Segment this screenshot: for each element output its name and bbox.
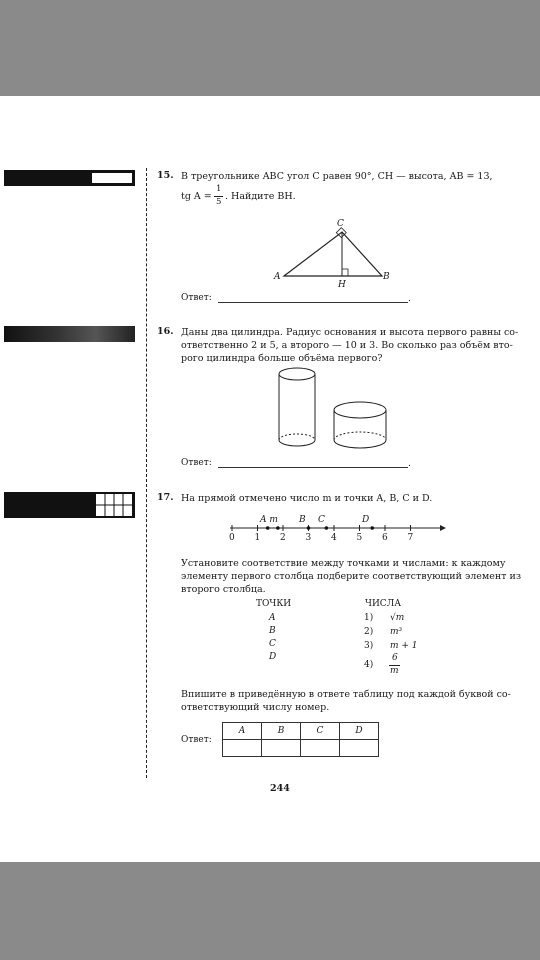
q17-intro: На прямой отмечено число m и точки A, B, C и D. bbox=[181, 493, 433, 504]
answer-cell-C[interactable] bbox=[301, 740, 340, 757]
q15-answer-field[interactable] bbox=[218, 302, 408, 303]
number-item-3-index: 3) bbox=[364, 641, 374, 651]
q17-answer-label: Ответ: bbox=[181, 735, 212, 745]
number-item-4-frac-num: 6 bbox=[392, 653, 398, 663]
point-item-C: C bbox=[269, 639, 276, 649]
point-item-A: A bbox=[269, 613, 276, 623]
answer-cell-D[interactable] bbox=[340, 740, 379, 757]
col-points-header: ТОЧКИ bbox=[256, 599, 292, 609]
vertex-A-label: A bbox=[274, 272, 281, 282]
answer-cell-A[interactable] bbox=[223, 740, 262, 757]
q17-number: 17. bbox=[157, 492, 174, 503]
q17-instr-line3: второго столбца. bbox=[181, 584, 266, 595]
point-D-label: D bbox=[362, 515, 370, 525]
number-item-1-index: 1) bbox=[364, 613, 374, 623]
table-header-D: D bbox=[340, 723, 379, 740]
q16-line3: рого цилиндра больше объёма первого? bbox=[181, 353, 383, 364]
tick-label-0: 0 bbox=[229, 533, 235, 543]
answer-block-17 bbox=[4, 492, 135, 518]
q15-number: 15. bbox=[157, 170, 174, 181]
q15-frac-den: 5 bbox=[216, 197, 222, 207]
q17-fill-line2: ответствующий числу номер. bbox=[181, 702, 330, 713]
triangle-diagram bbox=[270, 218, 400, 290]
q15-tail: . Найдите BH. bbox=[225, 191, 296, 202]
tick-label-7: 7 bbox=[407, 533, 414, 543]
cylinders-diagram bbox=[270, 364, 390, 456]
q16-number: 16. bbox=[157, 326, 174, 337]
col-numbers-header: ЧИСЛА bbox=[365, 599, 402, 609]
q15-frac-num: 1 bbox=[216, 184, 222, 194]
q17-instr-line1: Установите соответствие между точками и числами: к каждому bbox=[181, 558, 506, 569]
q16-answer-label: Ответ: bbox=[181, 458, 212, 468]
table-header-B: B bbox=[262, 723, 301, 740]
q15-answer-dot: . bbox=[408, 293, 412, 304]
answer-block-16 bbox=[4, 326, 135, 342]
vertex-C-label: C bbox=[337, 219, 344, 229]
q15-tg-prefix: tg A = bbox=[181, 191, 212, 202]
point-item-B: B bbox=[269, 626, 276, 636]
point-item-D: D bbox=[269, 652, 277, 662]
number-item-3-value: m + 1 bbox=[390, 641, 418, 651]
vertex-B-label: B bbox=[383, 272, 390, 282]
tick-label-6: 6 bbox=[382, 533, 388, 543]
q17-answer-table bbox=[222, 722, 379, 757]
q16-answer-dot: . bbox=[408, 458, 412, 469]
answer-block-15 bbox=[4, 170, 135, 186]
tick-label-2: 2 bbox=[280, 533, 286, 543]
tick-label-5: 5 bbox=[356, 533, 363, 543]
table-header-C: C bbox=[301, 723, 340, 740]
vertex-H-label: H bbox=[338, 280, 346, 290]
answer-cell-B[interactable] bbox=[262, 740, 301, 757]
page-number: 244 bbox=[270, 783, 290, 794]
page-margin-divider bbox=[146, 168, 147, 778]
tick-label-1: 1 bbox=[254, 533, 261, 543]
point-B-label: B bbox=[299, 515, 306, 525]
tick-label-3: 3 bbox=[305, 533, 312, 543]
point-B-dot bbox=[307, 526, 311, 530]
number-item-1-value: √m bbox=[390, 613, 405, 623]
q16-line1: Даны два цилиндра. Радиус основания и высота первого равны со- bbox=[181, 327, 519, 338]
table-header-A: A bbox=[223, 723, 262, 740]
number-item-2-value: m³ bbox=[390, 627, 403, 637]
number-item-2-index: 2) bbox=[364, 627, 374, 637]
tick-label-4: 4 bbox=[331, 533, 337, 543]
q17-instr-line2: элементу первого столбца подберите соответствующий элемент из bbox=[181, 571, 522, 582]
q17-fill-line1: Впишите в приведённую в ответе таблицу под каждой буквой со- bbox=[181, 689, 511, 700]
number-item-4-frac-den: m bbox=[390, 666, 399, 676]
q16-line2: ответственно 2 и 5, а второго — 10 и 3. Во сколько раз объём вто- bbox=[181, 340, 513, 351]
q15-text: В треугольнике ABC угол C равен 90°, CH — высота, AB = 13, bbox=[181, 171, 493, 182]
point-C-dot bbox=[325, 526, 329, 530]
number-item-4-index: 4) bbox=[364, 660, 374, 670]
point-D-dot bbox=[370, 526, 374, 530]
answer-grid-17 bbox=[96, 494, 132, 516]
q15-answer-label: Ответ: bbox=[181, 293, 212, 303]
point-A-m-label: A m bbox=[260, 515, 278, 525]
q16-answer-field[interactable] bbox=[218, 467, 408, 468]
point-C-label: C bbox=[318, 515, 325, 525]
answer-box-15 bbox=[92, 173, 132, 183]
